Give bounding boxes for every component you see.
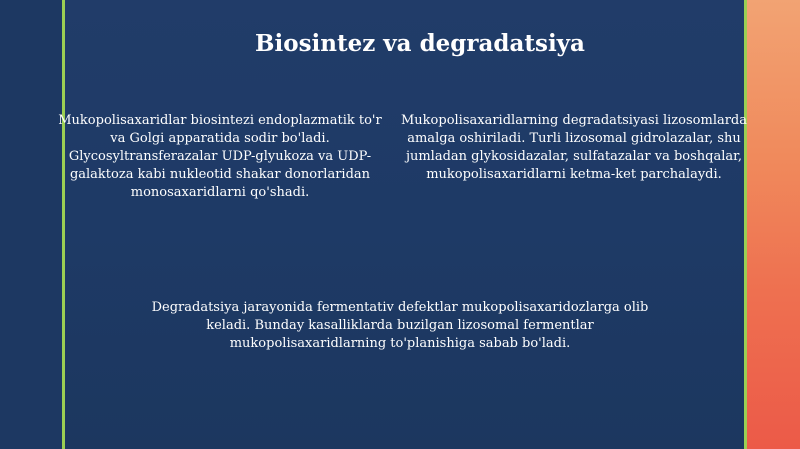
defects-paragraph: Degradatsiya jarayonida fermentativ defektlar mukopolisaxaridozlarga olib keladi. Bunday kasalliklarda buzilgan lizosomal fermentlar mukopolisaxaridlarning to'planishiga sabab bo'ladi.	[151, 300, 649, 351]
slide-title: Biosintez va degradatsiya	[255, 30, 585, 57]
right-decorative-band	[747, 0, 800, 449]
left-panel-strip	[0, 0, 62, 449]
degradation-paragraph: Mukopolisaxaridlarning degradatsiyasi lizosomlarda amalga oshiriladi. Turli lizosomal gidrolazalar, shu jumladan glykosidazalar, sulfatazalar va boshqalar, mukopolisaxaridlarni ketma-ket parchalaydi.	[400, 113, 748, 182]
left-accent-line	[62, 0, 65, 449]
biosynthesis-paragraph: Mukopolisaxaridlar biosintezi endoplazmatik to'r va Golgi apparatida sodir bo'ladi. Glycosyltransferazalar UDP-glyukoza va UDP-galaktoza kabi nukleotid shakar donorlaridan monosaxaridlarni qo'shadi.	[58, 113, 382, 200]
